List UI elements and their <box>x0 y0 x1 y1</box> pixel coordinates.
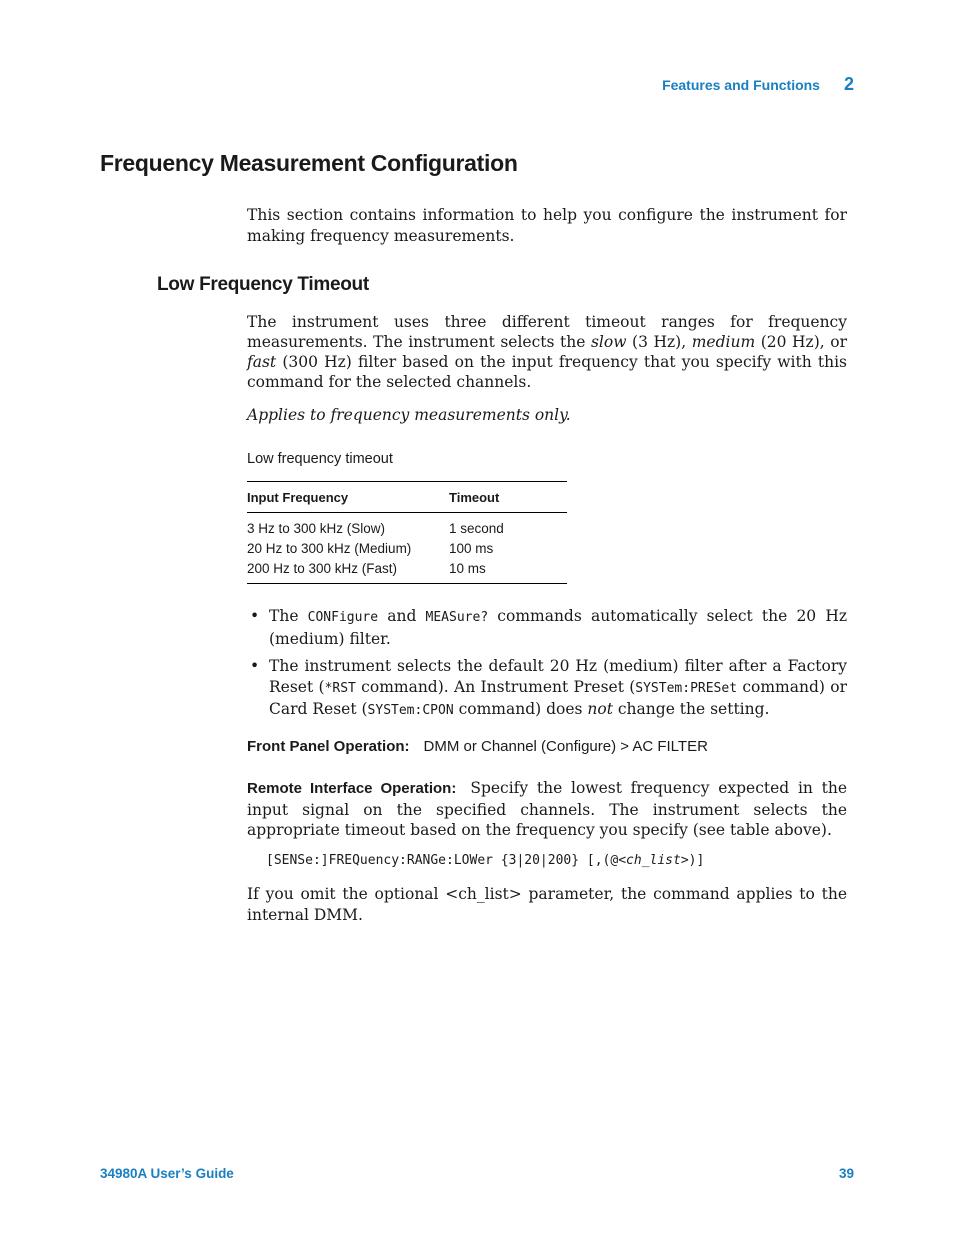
syntax-prefix: [SENSe:]FREQuency:RANGe:LOWer {3|20|200} [,(@< <box>266 853 627 868</box>
bullet2-text-5: change the setting. <box>612 700 770 718</box>
table-header-row <box>247 482 567 513</box>
list-item <box>247 606 847 649</box>
column-header-timeout: Timeout <box>449 482 567 513</box>
para1-medium: medium <box>691 333 756 351</box>
header-chapter-number: 2 <box>843 74 854 94</box>
para1-text-1: The instrument uses three different timeout ranges for frequency measurements. The instrument selects the <box>247 313 847 351</box>
bullet2-code-cpon: SYSTem:CPON <box>367 703 454 718</box>
applies-note: Applies to frequency measurements only. <box>247 406 571 424</box>
bullet2-text-3: command) or Card Reset ( <box>269 677 847 718</box>
page-title: Frequency Measurement Configuration <box>100 150 518 176</box>
table-row <box>247 513 567 539</box>
column-header-input-frequency: Input Frequency <box>247 482 449 513</box>
front-panel-operation <box>247 738 708 755</box>
table-row <box>247 538 567 558</box>
list-item <box>247 656 847 722</box>
front-panel-label: Front Panel Operation: <box>247 738 410 755</box>
front-panel-text: DMM or Channel (Configure) > AC FILTER <box>423 738 708 755</box>
remote-interface-operation <box>247 778 847 841</box>
bullet1-text-1: The <box>269 607 308 625</box>
bullet2-not: not <box>587 700 613 718</box>
bullet1-code-configure: CONFigure <box>307 610 379 625</box>
para1-text-4: (300 Hz) filter based on the input frequency that you specify with this command for the selected channels. <box>247 353 847 391</box>
bullet1-text-2: and <box>378 607 426 625</box>
omit-note: If you omit the optional <ch_list> parameter, the command applies to the internal DMM. <box>247 885 847 924</box>
table-row <box>247 558 567 584</box>
table-cell: 20 Hz to 300 kHz (Medium) <box>247 540 412 556</box>
footer-guide-title: 34980A User’s Guide <box>100 1166 234 1181</box>
para1-fast: fast <box>247 353 277 371</box>
bullet2-text-4: command) does <box>453 700 588 718</box>
subsection-title: Low Frequency Timeout <box>157 274 369 295</box>
para1-text-2: (3 Hz), <box>626 333 692 351</box>
syntax-arg: ch_list <box>626 853 681 868</box>
bullet2-code-preset: SYSTem:PRESet <box>635 680 738 696</box>
intro-paragraph: This section contains information to help you configure the instrument for making frequency measurements. <box>247 206 847 245</box>
command-syntax <box>266 853 704 868</box>
notes-list <box>247 606 847 729</box>
footer-page-number: 39 <box>838 1166 854 1181</box>
remote-label: Remote Interface Operation: <box>247 780 457 797</box>
syntax-suffix: >)] <box>680 853 705 868</box>
table-cell: 10 ms <box>449 558 567 584</box>
remote-text: Specify the lowest frequency expected in the input signal on the specified channels. The instrument selects the appropriate timeout based on the frequency you specify (see table above). <box>247 779 848 839</box>
header-section-title: Features and Functions <box>662 77 820 93</box>
running-header <box>662 74 854 95</box>
para1-slow: slow <box>590 333 627 351</box>
bullet1-code-measure: MEASure? <box>425 610 489 625</box>
bullet2-text-2: command). An Instrument Preset ( <box>355 677 636 696</box>
bullet2-code-rst: *RST <box>324 680 356 696</box>
table-cell: 3 Hz to 300 kHz (Slow) <box>247 520 386 536</box>
table-cell: 1 second <box>449 520 504 536</box>
table-caption: Low frequency timeout <box>247 451 393 467</box>
para1-text-3: (20 Hz), or <box>755 333 847 351</box>
bullet1-text-3: commands automatically select the 20 Hz (medium) filter. <box>269 607 847 648</box>
table-cell: 100 ms <box>449 540 494 556</box>
low-frequency-timeout-table <box>247 481 567 584</box>
bullet2-text-1: The instrument selects the default 20 Hz (medium) filter after a Factory Reset ( <box>269 657 847 696</box>
timeout-description-paragraph <box>247 312 847 392</box>
table-cell: 200 Hz to 300 kHz (Fast) <box>247 558 449 584</box>
